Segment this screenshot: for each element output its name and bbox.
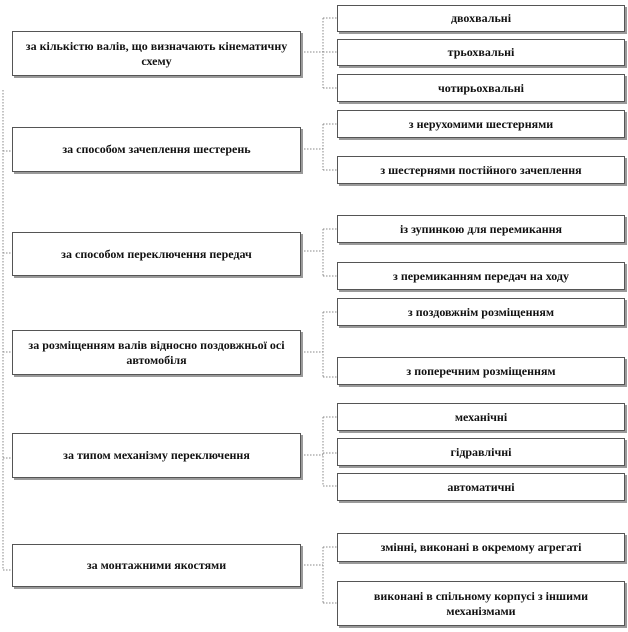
option-label: двохвальні: [450, 11, 512, 25]
option-label: змінні, виконані в окремому агрегаті: [380, 540, 582, 554]
option-mechanical: [337, 403, 625, 431]
category-label: за типом механізму переключення: [63, 448, 250, 462]
category-label: за монтажними якостями: [86, 558, 227, 572]
option-transverse: [337, 357, 625, 385]
option-shared-housing: [337, 581, 625, 626]
option-label: з перемиканням передач на ходу: [393, 268, 569, 283]
option-label: гідравлічні: [450, 444, 512, 459]
option-label: трьохвальні: [447, 45, 515, 59]
option-label: з поперечним розміщенням: [406, 363, 556, 378]
category-label: за кількістю валів, що визначають кінематичну схему: [25, 38, 288, 68]
option-label: чотирьохвальні: [437, 80, 525, 95]
option-constant-mesh: [337, 156, 625, 184]
category-label: за способом переключення передач: [61, 246, 252, 261]
option-three-shaft: [337, 39, 625, 66]
option-four-shaft: [337, 74, 625, 102]
option-hydraulic: [337, 438, 625, 466]
option-label: з поздовжнім розміщенням: [407, 304, 555, 319]
category-gear-engagement: [12, 127, 301, 172]
option-label: з шестернями постійного зачеплення: [380, 162, 582, 177]
option-label: з нерухомими шестернями: [408, 116, 554, 131]
category-shift-mechanism: [12, 433, 301, 478]
category-shaft-placement: [12, 330, 301, 375]
option-automatic: [337, 473, 625, 501]
option-label: із зупинкою для перемикання: [399, 221, 563, 236]
option-stop-to-shift: [337, 215, 625, 243]
option-two-shaft: [337, 5, 625, 32]
category-shaft-count: [12, 31, 301, 76]
option-label: виконані в спільному корпусі з іншими механізмами: [373, 588, 589, 618]
category-mounting: [12, 544, 301, 587]
option-fixed-gears: [337, 110, 625, 138]
option-longitudinal: [337, 298, 625, 326]
category-label: за розміщенням валів відносно поздовжньої осі автомобіля: [28, 337, 285, 367]
option-separate-unit: [337, 533, 625, 562]
option-shift-on-move: [337, 262, 625, 290]
category-gear-shifting: [12, 232, 301, 276]
category-label: за способом зачеплення шестерень: [62, 142, 251, 156]
option-label: автоматичні: [447, 479, 515, 494]
option-label: механічні: [454, 409, 508, 424]
